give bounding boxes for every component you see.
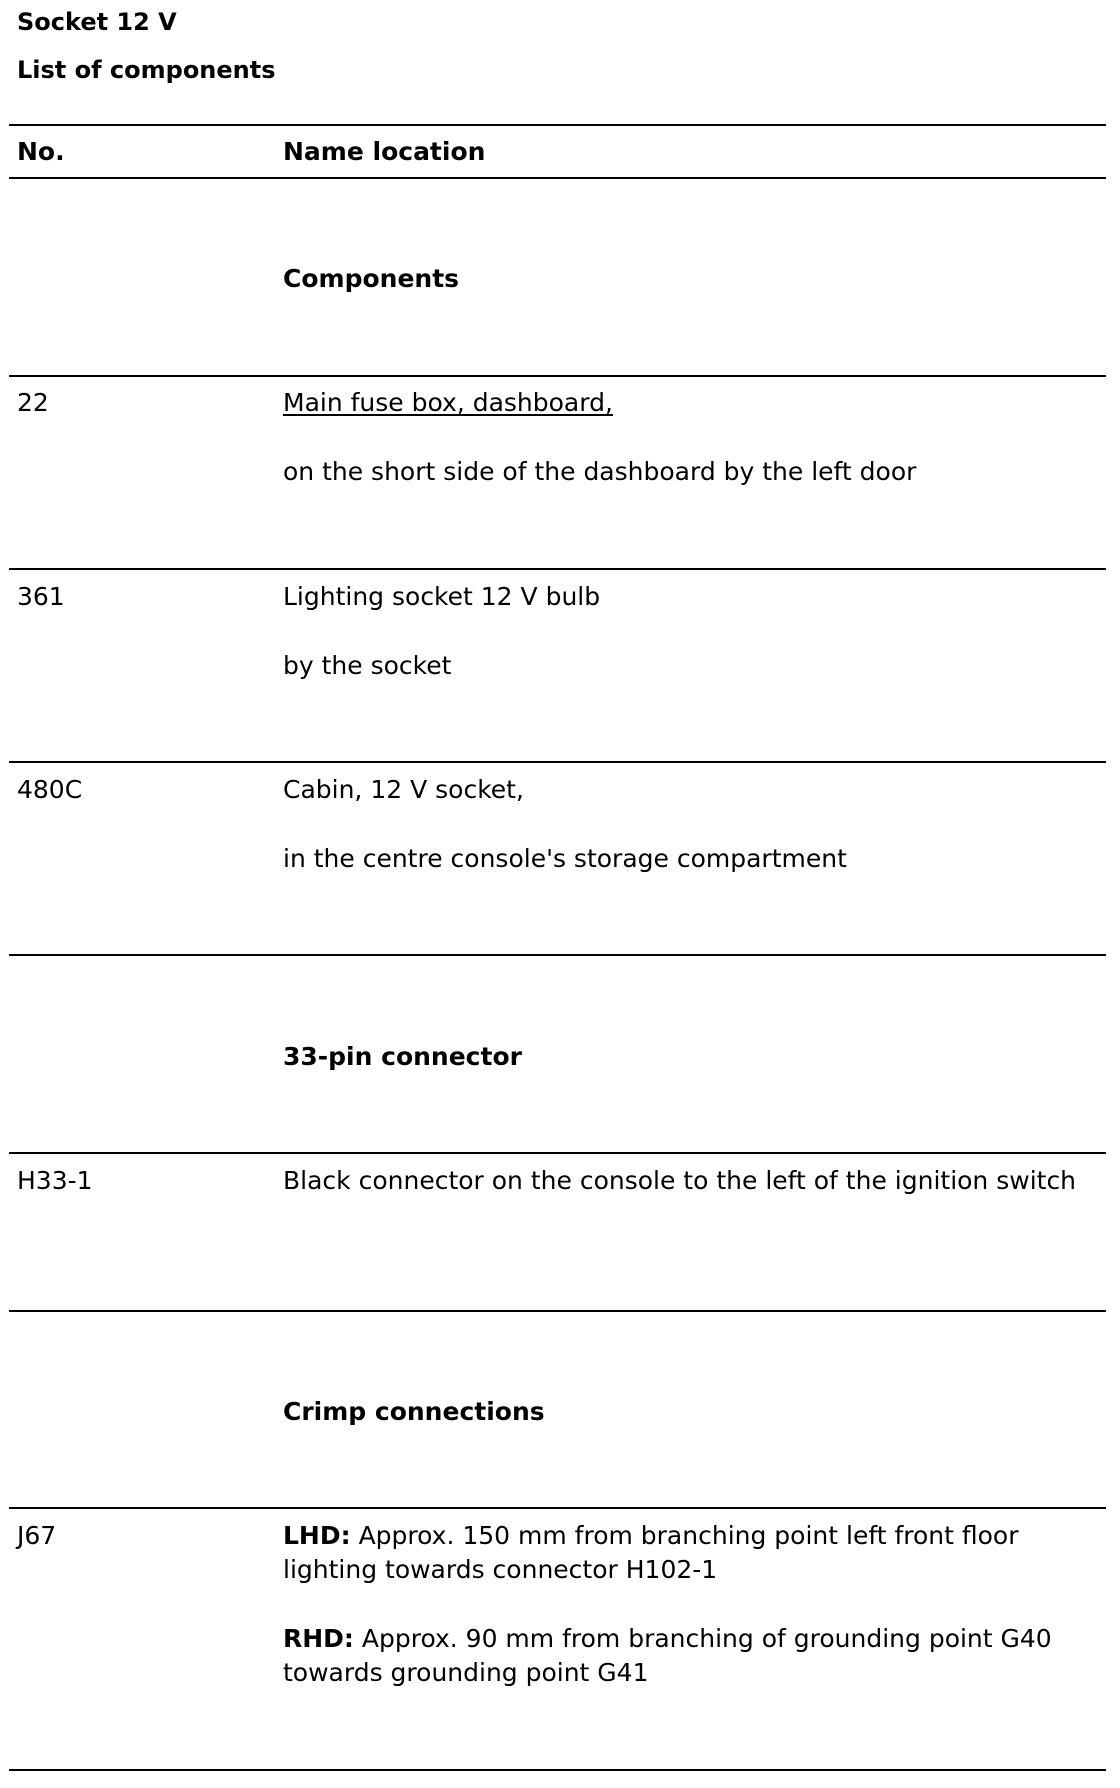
lhd-location xyxy=(283,1519,1103,1587)
column-header-name-location: Name location xyxy=(283,137,486,166)
table-rule xyxy=(9,375,1106,377)
component-name: Lighting socket 12 V bulb xyxy=(283,582,601,611)
component-location: on the short side of the dashboard by the left door xyxy=(283,457,917,486)
rhd-label: RHD: xyxy=(283,1624,354,1653)
component-location: by the socket xyxy=(283,651,452,680)
column-header-no: No. xyxy=(17,137,65,166)
table-rule xyxy=(9,761,1106,763)
section-heading-crimp-connections: Crimp connections xyxy=(283,1397,545,1426)
rhd-text: Approx. 90 mm from branching of grounding point G40 towards grounding point G41 xyxy=(283,1624,1052,1687)
table-rule xyxy=(9,954,1106,956)
table-rule xyxy=(9,1310,1106,1312)
document-subtitle: List of components xyxy=(17,56,276,84)
component-location: in the centre console's storage compartment xyxy=(283,844,847,873)
table-rule xyxy=(9,1769,1106,1771)
table-rule xyxy=(9,1507,1106,1509)
component-number: J67 xyxy=(17,1521,57,1550)
component-number: 361 xyxy=(17,582,65,611)
component-name: Black connector on the console to the left of the ignition switch xyxy=(283,1166,1077,1195)
component-number: 22 xyxy=(17,388,49,417)
section-heading-connector: 33-pin connector xyxy=(283,1042,522,1071)
table-rule xyxy=(9,1152,1106,1154)
table-rule xyxy=(9,177,1106,179)
component-name: Main fuse box, dashboard, xyxy=(283,388,613,417)
rhd-location xyxy=(283,1622,1103,1690)
component-number: H33-1 xyxy=(17,1166,93,1195)
component-name: Cabin, 12 V socket, xyxy=(283,775,524,804)
table-rule xyxy=(9,568,1106,570)
table-rule xyxy=(9,124,1106,126)
document-title: Socket 12 V xyxy=(17,8,177,36)
lhd-label: LHD: xyxy=(283,1521,351,1550)
lhd-text: Approx. 150 mm from branching point left front floor lighting towards connector H102-1 xyxy=(283,1521,1019,1584)
component-number: 480C xyxy=(17,775,83,804)
section-heading-components: Components xyxy=(283,264,460,293)
